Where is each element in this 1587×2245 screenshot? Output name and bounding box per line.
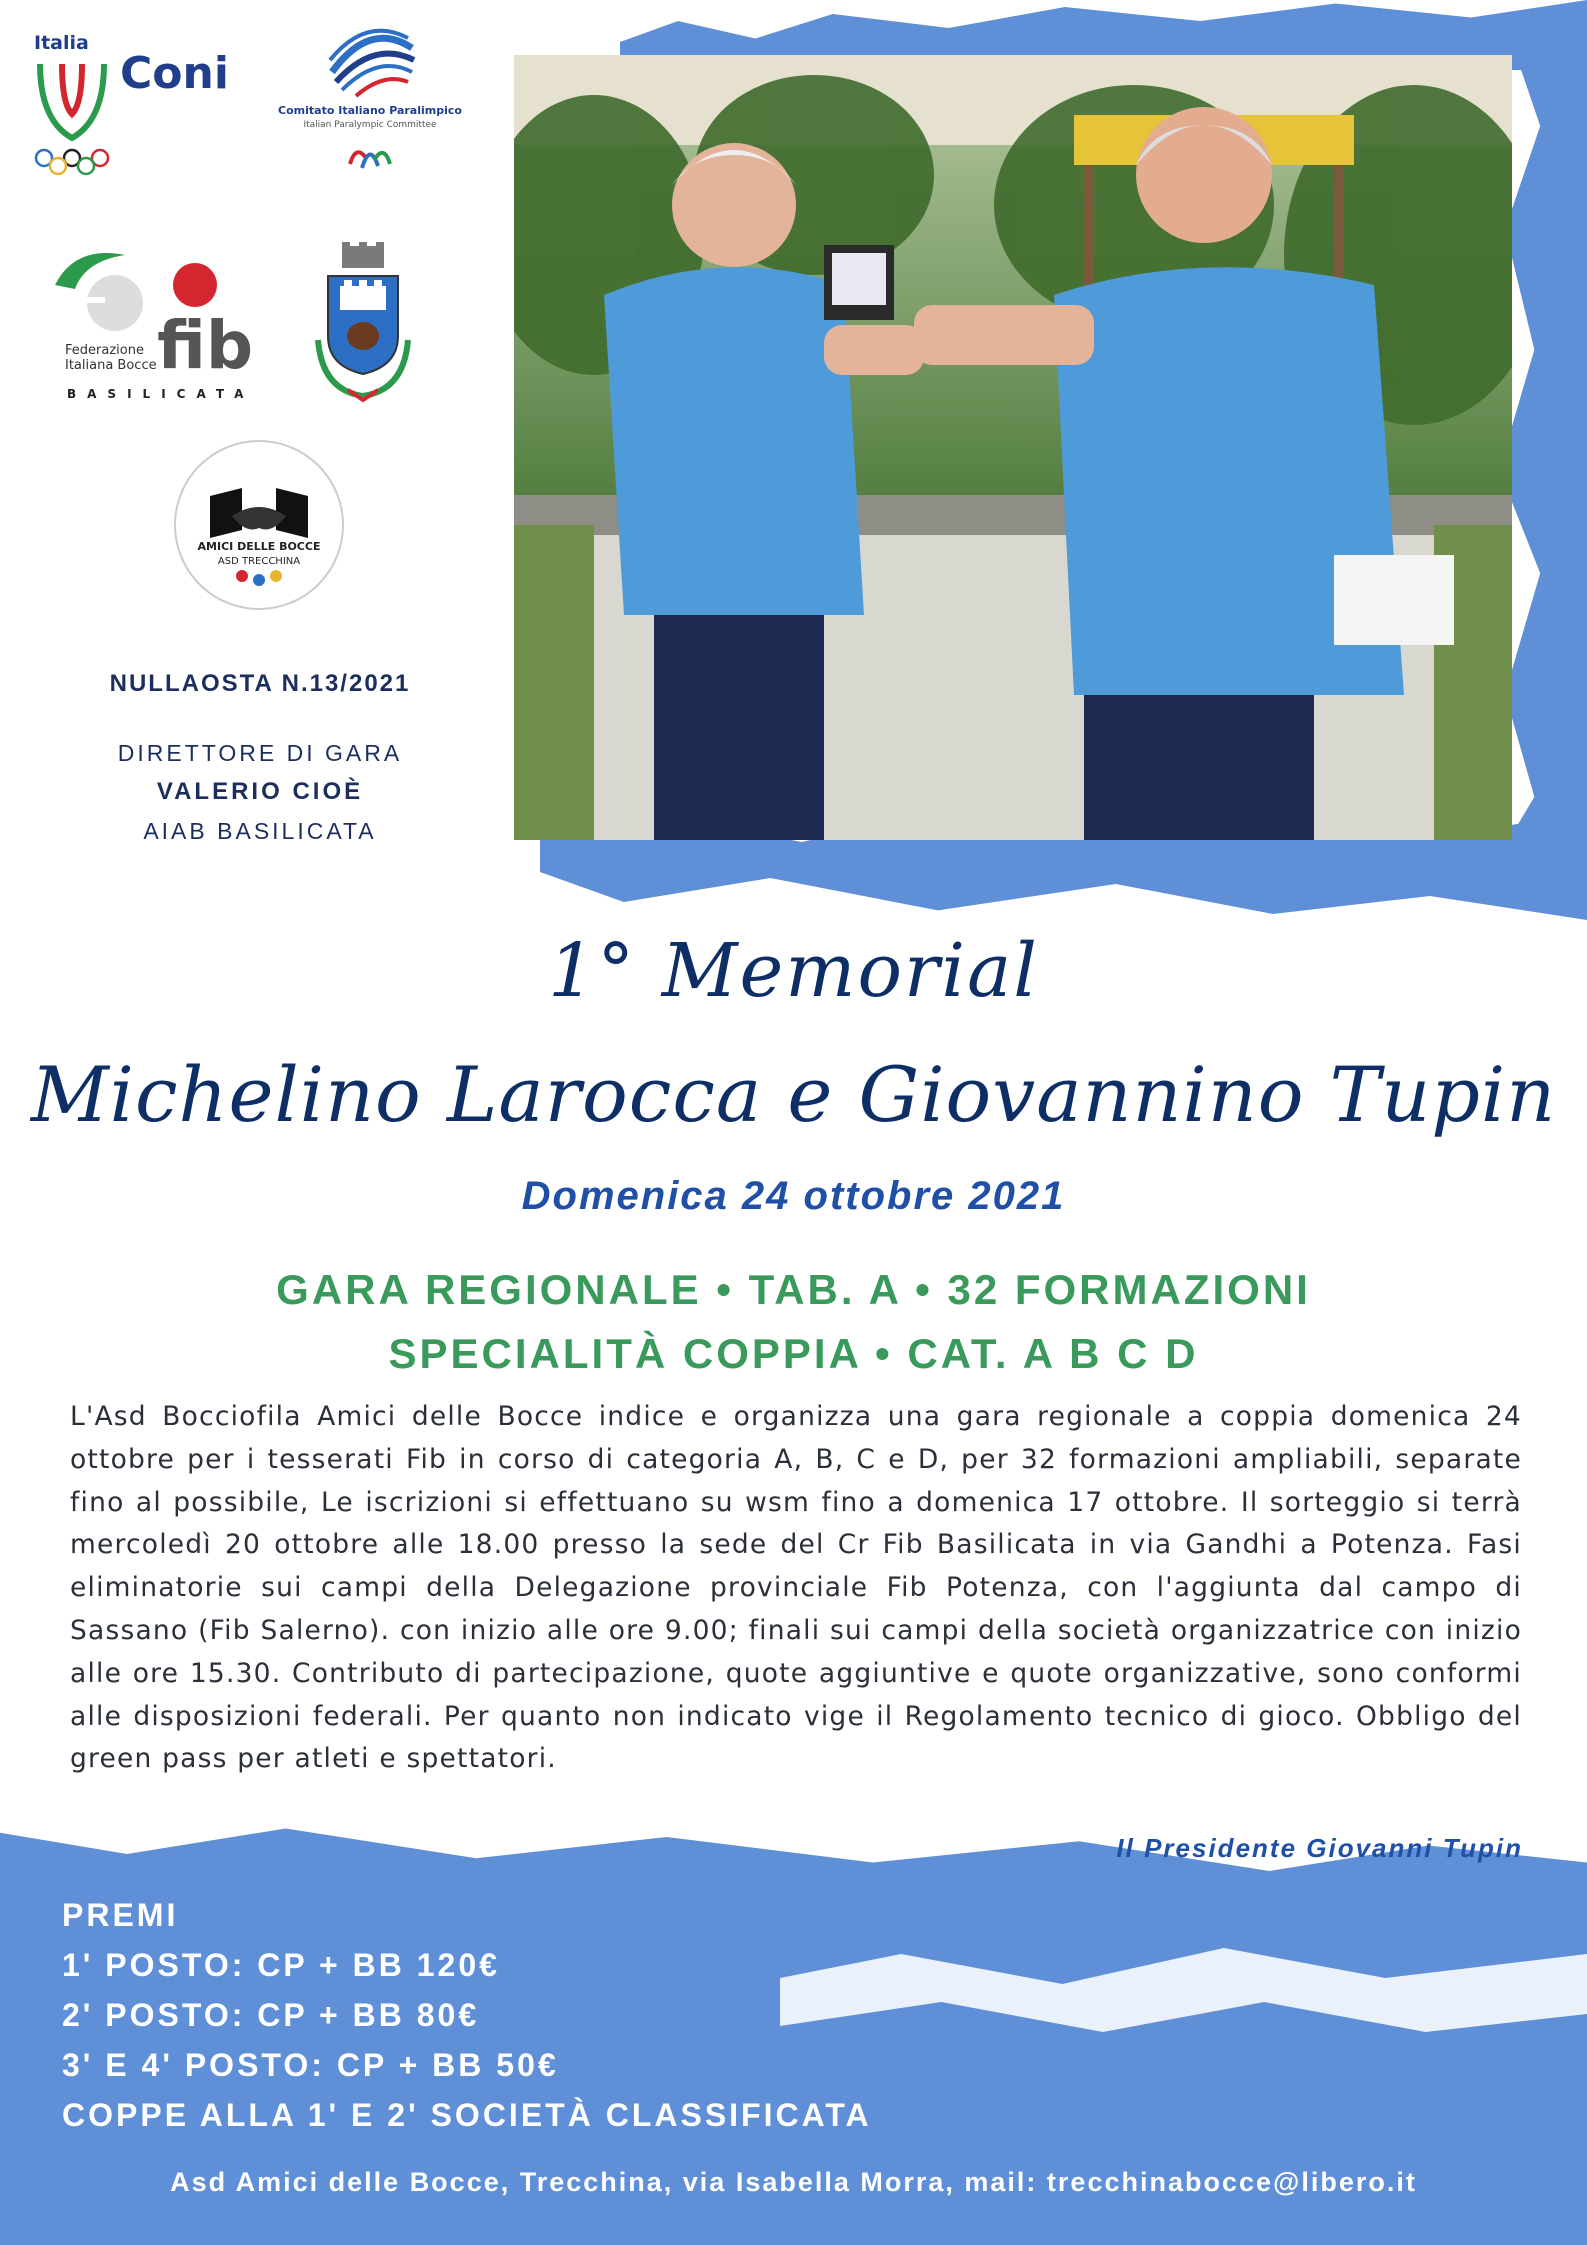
prizes-section xyxy=(62,1890,872,2140)
announcement-body: L'Asd Bocciofila Amici delle Bocce indice e organizza una gara regionale a coppia domenica 24 ottobre per i tesserati Fib in corso di categoria A, B, C e D, per 32 formazioni ampliabili, separate fino al possibile, Le iscrizioni si effettuano su wsm fino a domenica 17 ottobre. Il sorteggio si terrà mercoledì 20 ottobre alle 18.00 presso la sede del Cr Fib Basilicata in via Gandhi a Potenza. Fasi eliminatorie sui campi della Delegazione provinciale Fib Potenza, con l'aggiunta dal campo di Sassano (Fib Salerno). con inizio alle ore 9.00; finali sui campi della società organizzatrice con inizio alle ore 15.30. Contributo di partecipazione, quote aggiuntive e quote organizzative, sono conformi alle disposizioni federali. Per quanto non indicato vige il Regolamento tecnico di gioco. Obbligo del green pass per atleti e spettatori. xyxy=(70,1401,1522,1775)
fib-logo xyxy=(45,245,275,405)
prize-item: 3' E 4' POSTO: CP + BB 50€ xyxy=(62,2047,559,2083)
footer-contact: Asd Amici delle Bocce, Trecchina, via Isabella Morra, mail: trecchinabocce@libero.it xyxy=(170,2167,1417,2197)
agitos-icon xyxy=(346,138,394,178)
amici-badge-line1: AMICI DELLE BOCCE xyxy=(197,540,321,553)
fib-fullname xyxy=(65,343,157,373)
memorial-photo xyxy=(514,55,1512,840)
italia-label: Italia xyxy=(34,32,89,54)
stemma-comune xyxy=(308,240,418,405)
prizes-heading: PREMI xyxy=(62,1897,179,1933)
prize-item: COPPE ALLA 1' E 2' SOCIETÀ CLASSIFICATA xyxy=(62,2097,872,2133)
coni-logo xyxy=(32,28,242,168)
paralimpico-subtitle: Italian Paralympic Committee xyxy=(303,120,437,130)
title-line-2: Michelino Larocca e Giovannino Tupin xyxy=(30,1050,1557,1139)
amici-badge-line2: ASD TRECCHINA xyxy=(217,556,301,567)
paralimpico-globe-icon xyxy=(322,20,418,100)
photo-illustration xyxy=(514,55,1512,840)
prize-item: 1' POSTO: CP + BB 120€ xyxy=(62,1947,500,1983)
event-date: Domenica 24 ottobre 2021 xyxy=(521,1174,1066,1218)
competition-line-2: SPECIALITÀ COPPIA • CAT. A B C D xyxy=(388,1330,1199,1377)
competition-line-1: GARA REGIONALE • TAB. A • 32 FORMAZIONI xyxy=(276,1266,1311,1313)
olympic-rings-icon xyxy=(32,146,112,176)
fib-region: BASILICATA xyxy=(67,387,255,401)
coni-shield-icon xyxy=(36,60,108,142)
nullaosta: NULLAOSTA N.13/2021 xyxy=(109,670,411,697)
fib-wordmark: fib xyxy=(157,307,254,384)
director-name: VALERIO CIOÈ xyxy=(156,778,364,805)
director-org: AIAB BASILICATA xyxy=(143,818,377,844)
president-signature: Il Presidente Giovanni Tupin xyxy=(1116,1833,1523,1863)
coat-of-arms-icon xyxy=(308,240,418,405)
fib-line1: Federazione xyxy=(65,343,144,358)
paralimpico-title: Comitato Italiano Paralimpico xyxy=(278,104,462,117)
amici-badge-icon xyxy=(172,438,346,612)
amici-delle-bocce-logo xyxy=(172,438,346,612)
title-line-1: 1° Memorial xyxy=(548,928,1039,1014)
coni-label: Coni xyxy=(120,48,229,99)
prize-item: 2' POSTO: CP + BB 80€ xyxy=(62,1997,480,2033)
fib-line2: Italiana Bocce xyxy=(65,358,157,373)
director-label: DIRETTORE DI GARA xyxy=(117,740,403,766)
paralimpico-logo xyxy=(270,20,470,185)
